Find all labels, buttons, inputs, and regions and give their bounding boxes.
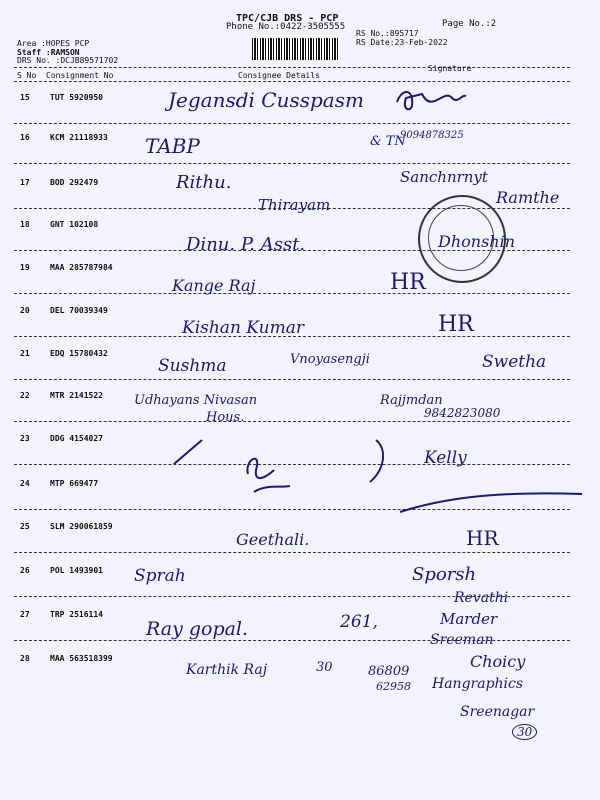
row-consignment-number: DEL 70039349	[50, 306, 108, 315]
handwriting-r16-b: & TN	[370, 134, 406, 149]
drs-number: DRS No. :DCJB89571702	[17, 56, 119, 65]
signature-r15-scribble	[392, 84, 468, 114]
handwriting-r15-name: Jegansdi Cusspasm	[168, 88, 364, 112]
handwriting-stamp-signature: Dhonshin	[438, 232, 516, 251]
row-sno: 25	[20, 522, 30, 531]
row-divider	[14, 552, 570, 553]
handwriting-r18-name: Dinu. P. Asst.	[186, 234, 306, 255]
handwriting-r20-name: Kishan Kumar	[182, 318, 304, 338]
handwriting-r26-b: Sporsh	[412, 564, 477, 585]
handwriting-r22-a: Udhayans Nivasan	[134, 393, 258, 408]
handwriting-r22-c: Rajjmdan	[380, 393, 443, 408]
signature-r19-hr: HR	[390, 270, 426, 295]
row-consignment-number: POL 1493901	[50, 566, 103, 575]
page-number: Page No.:2	[442, 19, 497, 29]
row-sno: 16	[20, 133, 30, 142]
row-consignment-number: DDG 4154027	[50, 434, 103, 443]
signature-r25-hr: HR	[466, 526, 499, 550]
column-divider	[14, 81, 570, 82]
handwriting-r27-c: Marder	[440, 610, 498, 628]
row-sno: 21	[20, 349, 30, 358]
handwriting-r27-d: Sreeman	[430, 632, 494, 648]
handwriting-r25-name: Geethali.	[236, 530, 310, 549]
row-divider	[14, 163, 570, 164]
row-consignment-number: MAA 563518399	[50, 654, 113, 663]
row-divider	[14, 421, 570, 422]
handwriting-r28-b: 30	[316, 660, 333, 675]
row-consignment-number: MTR 2141522	[50, 391, 103, 400]
handwriting-r21-a: Sushma	[158, 356, 227, 376]
handwriting-r26-c: Revathi	[454, 590, 509, 606]
row-sno: 22	[20, 391, 30, 400]
row-consignment-number: KCM 21118933	[50, 133, 108, 142]
row-sno: 15	[20, 93, 30, 102]
signature-r23-r24-scribble	[170, 430, 400, 500]
col-header-consignee: Consignee Details	[238, 71, 320, 80]
row-sno: 18	[20, 220, 30, 229]
handwriting-r28-h: 30	[512, 724, 537, 740]
rs-number: RS No.:895717	[356, 29, 419, 38]
staff-label: Staff :RAMSON	[17, 47, 80, 57]
row-sno: 28	[20, 654, 30, 663]
row-consignment-number: TUT 5920950	[50, 93, 103, 102]
handwriting-r26-a: Sprah	[134, 566, 186, 586]
handwriting-r17-c: Sanchnrnyt	[400, 168, 488, 186]
col-header-consignment: Consignment No	[46, 71, 114, 80]
handwriting-r27-a: Ray gopal.	[146, 618, 249, 640]
row-consignment-number: GNT 102108	[50, 220, 99, 229]
row-sno: 17	[20, 178, 30, 187]
handwriting-r22-b: Hous.	[206, 410, 245, 425]
col-header-signature: Signature	[428, 64, 472, 73]
signature-r24-kelly: Kelly	[424, 448, 467, 468]
row-sno: 26	[20, 566, 30, 575]
handwriting-r28-f: Hangraphics	[432, 676, 524, 692]
row-consignment-number: MTP 669477	[50, 479, 99, 488]
col-header-sno: S No	[17, 71, 37, 80]
handwriting-r28-c: 86809	[368, 664, 410, 679]
signature-r20-hr: HR	[438, 312, 474, 337]
handwriting-r28-d: 62958	[376, 680, 411, 693]
handwriting-r21-c: Swetha	[482, 352, 547, 372]
handwriting-r28-e: Choicy	[470, 652, 526, 671]
header-divider	[14, 67, 570, 68]
handwriting-r27-b: 261,	[340, 612, 378, 632]
handwriting-r22-phone: 9842823080	[424, 406, 501, 420]
row-sno: 23	[20, 434, 30, 443]
barcode-image	[252, 38, 340, 60]
handwriting-r21-b: Vnoyasengji	[290, 352, 370, 367]
handwriting-r28-g: Sreenagar	[460, 704, 535, 720]
handwriting-r19-name: Kange Raj	[172, 276, 256, 295]
handwriting-r17-b: Thirayam	[258, 196, 331, 214]
row-divider	[14, 123, 570, 124]
row-divider	[14, 293, 570, 294]
signature-r25-long-stroke	[396, 486, 586, 516]
row-consignment-number: TRP 2516114	[50, 610, 103, 619]
rs-date: RS Date:23-Feb-2022	[356, 37, 448, 47]
handwriting-r16-phone: 9094878325	[400, 130, 464, 141]
row-consignment-number: SLM 290061859	[50, 522, 113, 531]
handwriting-r16-a: TABP	[145, 134, 200, 158]
handwriting-r17-d: Ramthe	[496, 188, 560, 207]
rs-info	[356, 30, 448, 47]
area-label: Area :HOPES PCP	[17, 39, 90, 48]
area-info	[17, 40, 118, 66]
row-sno: 24	[20, 479, 30, 488]
row-sno: 27	[20, 610, 30, 619]
row-sno: 20	[20, 306, 30, 315]
row-consignment-number: MAA 285787984	[50, 263, 113, 272]
row-consignment-number: BOD 292479	[50, 178, 99, 187]
handwriting-r17-a: Rithu.	[176, 172, 232, 193]
row-divider	[14, 379, 570, 380]
row-consignment-number: EDQ 15780432	[50, 349, 108, 358]
handwriting-r28-a: Karthik Raj	[186, 662, 268, 678]
phone-number: Phone No.:0422-3505555	[226, 22, 346, 32]
row-sno: 19	[20, 263, 30, 272]
sheet-title: TPC/CJB DRS - PCP	[236, 13, 339, 24]
